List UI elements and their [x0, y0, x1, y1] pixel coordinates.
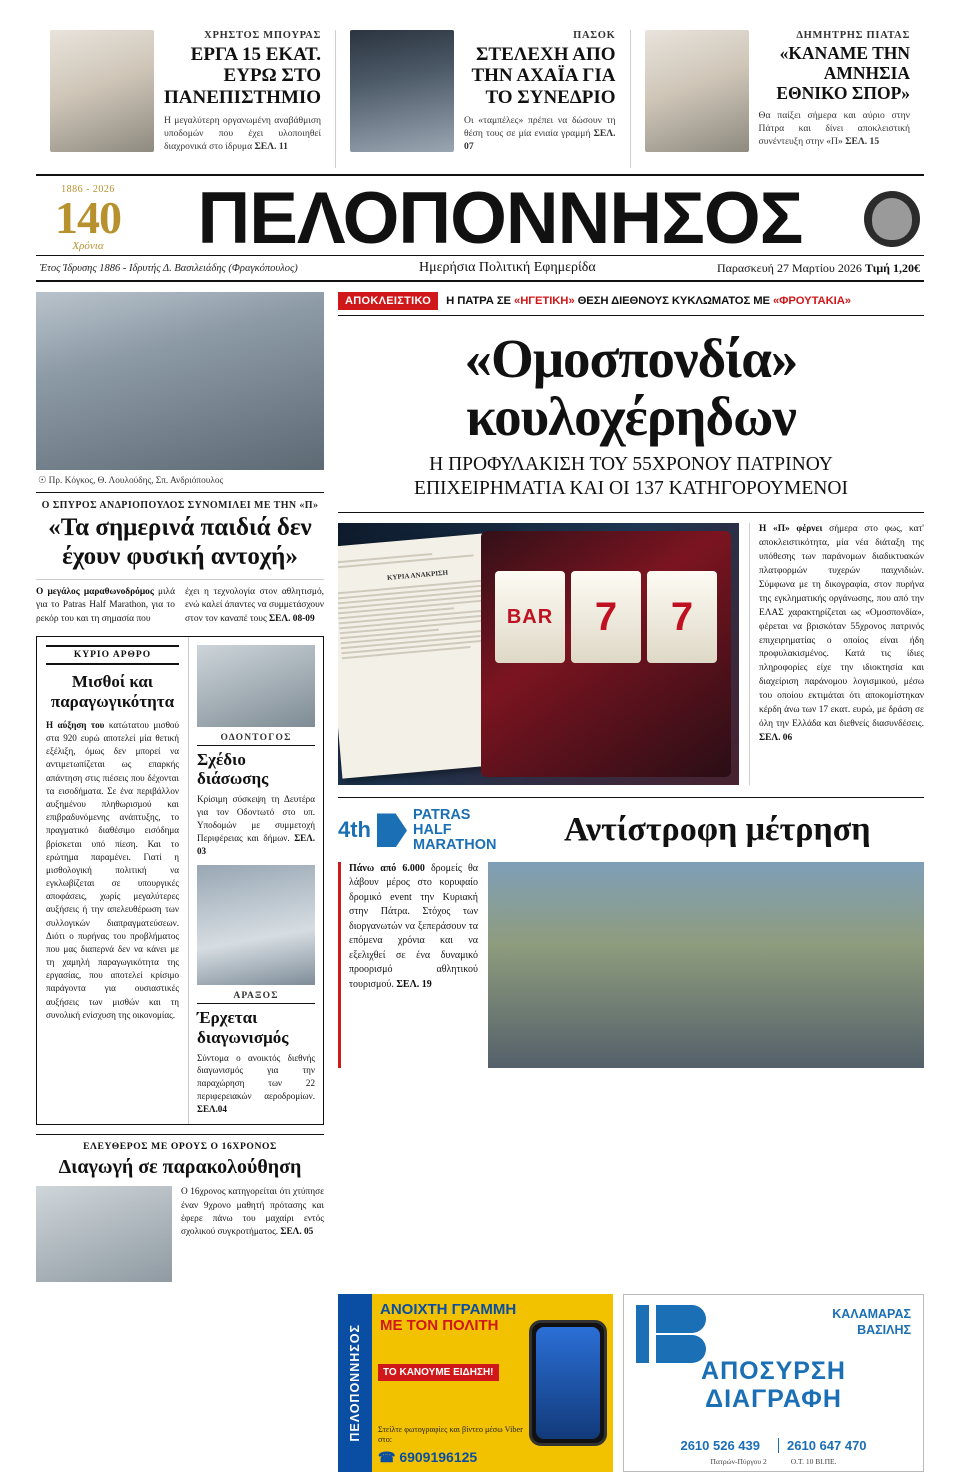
- ad-title: ΑΝΟΙΧΤΗ ΓΡΑΜΜΗ ΜΕ ΤΟΝ ΠΟΛΙΤΗ: [380, 1301, 517, 1335]
- teaser-strip: [36, 0, 924, 168]
- lead-deck-line-2: ΕΠΙΧΕΙΡΗΜΑΤΙΑ ΚΑΙ ΟΙ 137 ΚΑΤΗΓΟΡΟΥΜΕΝΟΙ: [414, 477, 848, 499]
- side-story-page-2: ΣΕΛ.04: [197, 1104, 227, 1115]
- marathon-headline: Αντίστροφη μέτρηση: [563, 811, 871, 849]
- ad-note: Στείλτε φωτογραφίες και βίντεο μέσω Viber στο:: [378, 1424, 523, 1445]
- phone-mockup-icon: [529, 1320, 607, 1446]
- date-price: [717, 261, 920, 276]
- main-content: [36, 292, 924, 1282]
- bottom-story-kicker: ΕΛΕΥΘΕΡΟΣ ΜΕ ΟΡΟΥΣ Ο 16ΧΡΟΝΟΣ: [83, 1141, 277, 1153]
- ad-kalamaras[interactable]: [623, 1294, 924, 1472]
- ad-tel-1: 2610 526 439: [680, 1438, 760, 1454]
- teaser-photo: [350, 30, 454, 152]
- marathon-logo: [338, 808, 497, 852]
- masthead-infobar: [36, 255, 924, 282]
- marathon-edition: 4th: [338, 817, 371, 843]
- bottom-left-story: [36, 1134, 324, 1282]
- exclusive-badge: ΑΠΟΚΛΕΙΣΤΙΚΟ: [338, 292, 438, 310]
- lead-story-sidebar: Η «Π» φέρνει σήμερα στο φως, κατ' αποκλειστικότητα, μία νέα διάταξη της υπόθεσης των παράνομων διαδικτυακών πλατφορμών τυχερών παιχνιδιών. Σύμφωνα με τη δικογραφία, στον πυρήνα της εγκληματικής οργάνωσης, που από την ΕΛΑΣ χαρακτηρίζεται ως «Ομοσπονδία», φέρεται να βρισκόταν 55χρονος πατρινός επιχειρηματίας ο οποίος είναι ήδη προφυλακισμένος. Κατά τις ίδιες πληροφορίες είχε την ιδιοκτησία και διαχείριση παράνομου λογισμικού, μέσω του οποίου εκτιμάται ότι αποκομίστηκαν κέρδη άνω των 17 εκατ. ευρώ, με δράση σε όλη την Ελλάδα και διεθνείς διασυνδέσεις. ΣΕΛ. 06: [749, 523, 924, 785]
- teaser-item[interactable]: [630, 30, 924, 168]
- slot-reel-1: BAR: [495, 571, 565, 663]
- side-story-photo-1: [197, 645, 315, 727]
- marathon-page: ΣΕΛ. 19: [396, 978, 432, 990]
- teaser-page: ΣΕΛ. 15: [845, 136, 880, 148]
- left-column: [36, 292, 324, 1282]
- slot-reel-3: 7: [647, 571, 717, 663]
- founding-info: Έτος Ίδρυσης 1886 - Ιδρυτής Δ. Βασιλειάδης (Φραγκόπουλος): [40, 262, 298, 274]
- side-story-body-1: Κρίσιμη σύσκεψη τη Δευτέρα για τον Οδοντωτό στο υπ. Υποδομών με συμμετοχή Περιφέρειας και δήμων. ΣΕΛ. 03: [197, 793, 315, 856]
- ad-open-line[interactable]: [338, 1294, 613, 1472]
- exclusive-text: Η ΠΑΤΡΑ ΣΕ «ΗΓΕΤΙΚΗ» ΘΕΣΗ ΔΙΕΘΝΟΥΣ ΚΥΚΛΩΜΑΤΟΣ ΜΕ «ΦΡΟΥΤΑΚΙΑ»: [446, 295, 851, 308]
- side-story-photo-2: [197, 865, 315, 985]
- anniversary-word: Χρόνια: [72, 240, 104, 253]
- lead-headline-line-1: «Ομοσπονδία»: [464, 328, 798, 390]
- marathon-name: [413, 808, 497, 852]
- teaser-photo: [645, 30, 749, 152]
- masthead: [36, 176, 924, 259]
- issue-price: Τιμή 1,20€: [864, 260, 920, 275]
- ad-badge: ΤΟ ΚΑΝΟΥΜΕ ΕΙΔΗΣΗ!: [378, 1364, 499, 1381]
- ad-telephones[interactable]: [624, 1438, 923, 1453]
- exclusive-bar: [338, 292, 924, 316]
- teaser-subtext: Οι «ταμπέλες» πρέπει να δώσουν τη θέση τους σε μία ενιαία γραμμή ΣΕΛ. 07: [464, 115, 616, 153]
- lead-story: [338, 523, 924, 785]
- teaser-headline: ΕΡΓΑ 15 ΕΚΑΤ. ΕΥΡΩ ΣΤΟ ΠΑΝΕΠΙΣΤΗΜΙΟ: [164, 44, 322, 108]
- anniversary-number: 140: [55, 192, 121, 244]
- interview-page: ΣΕΛ. 08-09: [269, 613, 315, 624]
- lead-deck: [338, 453, 924, 514]
- bottom-story-title: Διαγωγή σε παρακολούθηση: [58, 1156, 302, 1179]
- issue-date: Παρασκευή 27 Μαρτίου 2026: [716, 260, 862, 275]
- bottom-story-page: ΣΕΛ. 05: [280, 1227, 314, 1238]
- anniversary-badge: [40, 185, 136, 252]
- editorial-body: Η αύξηση του κατώτατου μισθού στα 920 ευρώ αποτελεί μία θετική εξέλιξη, όμως δεν μπορεί να αντιμετωπίζεται ως επαρκής απάντηση στις πιέσεις που δέχονται τα εισοδήματα. Σε ένα περιβάλλον αυξημένου πληθωρισμού και επιβραδυνόμενης ανάπτυξης, το πραγματικό διαθέσιμο εισόδημα βρίσκεται υπό πίεση. Και το ερώτημα παραμένει. Γιατί η μισθολογική πολιτική να εγκλωβίζεται σε υπουργικές αποφάσεις, χωρίς μεγαλύτερες αυξήσεις ή την απελευθέρωση των συλλογικών διαπραγματεύσεων. Διότι ο πυρήνας του προβλήματος που μας διαπερνά δεν να κάνει με τη χαμηλή παραγωγικότητα της εργασίας, που αποτελεί κρίσιμο παράγοντα για ουσιαστικές αυξήσεις των μισθών και τη συνολική ενίσχυση της οικονομίας.: [46, 719, 179, 1020]
- side-story-body-2: Σύντομα ο ανοικτός διεθνής διαγωνισμός για την παραχώρηση των 22 περιφερειακών αεροδρομίων. ΣΕΛ.04: [197, 1052, 315, 1115]
- marathon-name-line-1: PATRAS: [413, 807, 471, 824]
- slot-reel-2: 7: [571, 571, 641, 663]
- editorial-main: [37, 637, 189, 1124]
- ad-tel-2: 2610 647 470: [778, 1438, 875, 1453]
- teaser-item[interactable]: [36, 30, 335, 168]
- interview-headline: «Τα σημερινά παιδιά δεν έχουν φυσική αντοχή»: [48, 514, 312, 570]
- kb-logo-icon: [636, 1305, 708, 1363]
- marathon-body: Πάνω από 6.000 δρομείς θα λάβουν μέρος στο κορυφαίο δρομικό event την Κυριακή στην Πάτρα. Στόχος των διοργανωτών να ξεπεράσουν τα επόμενα χρόνια και να εξελιχθεί σε ένα δυναμικό προορισμό αθλητικού τουρισμού. ΣΕΛ. 19: [338, 862, 478, 1068]
- teaser-kicker: ΠΑΣΟΚ: [573, 30, 616, 41]
- lead-deck-line-1: Η ΠΡΟΦΥΛΑΚΙΣΗ ΤΟΥ 55ΧΡΟΝΟΥ ΠΑΤΡΙΝΟΥ: [429, 453, 833, 475]
- teaser-headline: «ΚΑΝΑΜΕ ΤΗΝ ΑΜΝΗΣΙΑ ΕΘΝΙΚΟ ΣΠΟΡ»: [776, 43, 911, 103]
- interview-col-1: Ο μεγάλος μαραθωνοδρόμος μιλά για το Patras Half Marathon, για το ρεκόρ του και τη σημασία που: [36, 586, 175, 624]
- teaser-subtext: Θα παίξει σήμερα και αύριο στην Πάτρα και δίνει αποκλειστική συνέντευξη στην «Π» ΣΕΛ. 15: [758, 110, 911, 148]
- advertisement-row: [36, 1294, 924, 1472]
- interview-photo: [36, 292, 324, 470]
- editorial-block: [36, 636, 324, 1125]
- ad-spine-label: ΠΕΛΟΠΟΝΝΗΣΟΣ: [338, 1294, 372, 1472]
- teaser-headline: ΣΤΕΛΕΧΗ ΑΠΟ ΤΗΝ ΑΧΑΪΑ ΓΙΑ ΤΟ ΣΥΝΕΔΡΙΟ: [471, 44, 616, 108]
- teaser-kicker: ΔΗΜΗΤΡΗΣ ΠΙΑΤΑΣ: [796, 30, 911, 41]
- side-story-kicker-1: ΟΔΟΝΤΟΓΟΣ: [197, 733, 315, 746]
- right-column: [338, 292, 924, 1282]
- teaser-photo: [50, 30, 154, 152]
- marathon-name-line-2: HALF: [413, 822, 452, 839]
- anniversary-years: 1886 - 2026: [61, 184, 115, 196]
- photo-caption: ☉ Πρ. Κόγκος, Θ. Λουλούδης, Σπ. Ανδριόπουλος: [36, 470, 324, 493]
- marathon-photo: [488, 862, 924, 1068]
- side-story-title-2: Έρχεται διαγωνισμός: [197, 1008, 289, 1047]
- side-story-kicker-2: ΑΡΑΞΟΣ: [197, 991, 315, 1004]
- page-title: ΠΕΛΟΠΟΝΝΗΣΟΣ: [197, 178, 803, 259]
- editorial-side: [189, 637, 323, 1124]
- ad-phone-number[interactable]: ☎ 6909196125: [378, 1449, 478, 1466]
- marathon-header: [338, 797, 924, 852]
- ad-address: Πατρών-Πύργου 2 Ο.Τ. 10 ΒΙ.ΠΕ.: [710, 1457, 837, 1467]
- side-story-title-1: Σχέδιο διάσωσης: [197, 749, 269, 788]
- marathon-name-line-3: MARATHON: [413, 836, 497, 853]
- ad-service: ΑΠΟΣΥΡΣΗ ΔΙΑΓΡΑΦΗ: [701, 1357, 846, 1414]
- document-title: ΚΥΡΙΑ ΑΝΑΚΡΙΣΗ: [386, 568, 449, 583]
- interview-col-2: έχει η τεχνολογία στον αθλητισμό, ενώ καλεί άπαντες να συμμετάσχουν στον τον καναπέ τους ΣΕΛ. 08-09: [185, 586, 324, 624]
- teaser-kicker: ΧΡΗΣΤΟΣ ΜΠΟΥΡΑΣ: [204, 30, 322, 41]
- bottom-story-body: Ο 16χρονος κατηγορείται ότι χτύπησε έναν 9χρονο μαθητή πρότασης και έφερε πάνω του μαχαίρι εντός σχολικού συγκροτήματος. ΣΕΛ. 05: [181, 1187, 324, 1238]
- lead-story-page: ΣΕΛ. 06: [759, 732, 793, 743]
- side-story-page-1: ΣΕΛ. 03: [197, 832, 315, 856]
- lead-headline: [338, 316, 924, 452]
- ad-company-name: ΚΑΛΑΜΑΡΑΣ ΒΑΣΙΛΗΣ: [832, 1307, 911, 1337]
- editorial-badge: ΚΥΡΙΟ ΑΡΘΡΟ: [46, 645, 179, 665]
- slot-reels: [495, 571, 717, 663]
- teaser-page: ΣΕΛ. 07: [464, 128, 616, 153]
- interview-kicker: Ο ΣΠΥΡΟΣ ΑΝΔΡΙΟΠΟΥΛΟΣ ΣΥΝΟΜΙΛΕΙ ΜΕ ΤΗΝ «Π»: [41, 500, 319, 512]
- lead-story-photo: [338, 523, 739, 785]
- teaser-subtext: Η μεγαλύτερη οργανωμένη αναβάθμιση υποδομών που έχει υλοποιηθεί διαχρονικά στο ίδρυμα ΣΕΛ. 11: [164, 115, 322, 153]
- interview-body: [36, 579, 324, 626]
- lead-headline-line-2: κουλοχέρηδων: [466, 385, 796, 447]
- editorial-title: Μισθοί και παραγωγικότητα: [50, 671, 175, 711]
- newspaper-logo-icon: [864, 191, 920, 247]
- marathon-arrow-icon: [377, 813, 407, 847]
- teaser-page: ΣΕΛ. 11: [254, 141, 288, 153]
- paper-descriptor: Ημερήσια Πολιτική Εφημερίδα: [418, 260, 596, 276]
- teaser-item[interactable]: [335, 30, 629, 168]
- bottom-story-photo: [36, 1186, 172, 1282]
